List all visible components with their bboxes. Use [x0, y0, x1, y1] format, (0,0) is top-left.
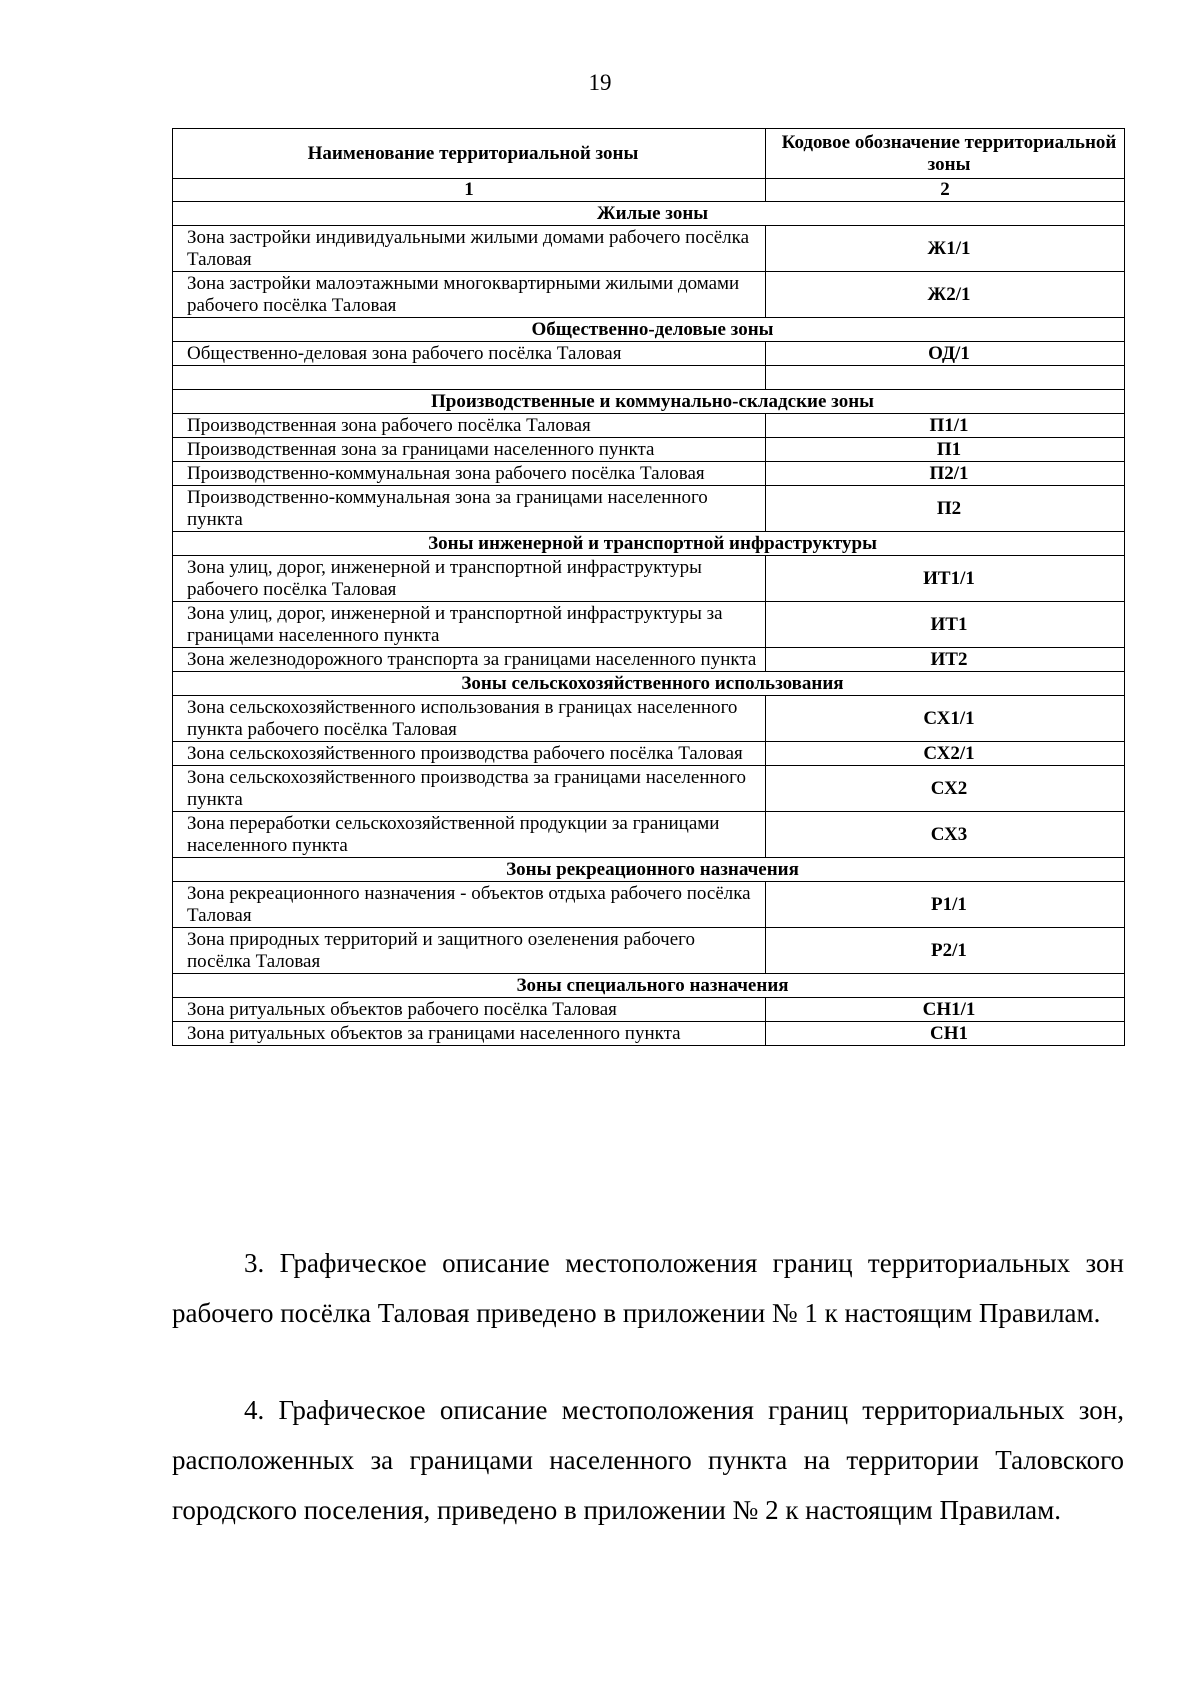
- zone-code-cell: ИТ1: [766, 602, 1125, 648]
- section-row: [173, 202, 1125, 226]
- zone-code-cell: СН1/1: [766, 998, 1125, 1022]
- table-row: [173, 998, 1125, 1022]
- zone-name-cell: Производственная зона рабочего посёлка Таловая: [173, 414, 766, 438]
- section-row: [173, 390, 1125, 414]
- zone-code-cell: СХ2: [766, 766, 1125, 812]
- table-row: [173, 812, 1125, 858]
- table-header-row: [173, 129, 1125, 179]
- page-number: 19: [588, 70, 612, 95]
- zone-code-cell: СХ1/1: [766, 696, 1125, 742]
- zone-code-cell: ОД/1: [766, 342, 1125, 366]
- header-zone-code: Кодовое обозначение территориальной зоны: [766, 129, 1125, 179]
- zone-name-cell: Зона улиц, дорог, инженерной и транспортной инфраструктуры рабочего посёлка Таловая: [173, 556, 766, 602]
- zone-code-cell: Р1/1: [766, 882, 1125, 928]
- zone-name-cell: Общественно-деловая зона рабочего посёлка Таловая: [173, 342, 766, 366]
- zone-name-cell: Зона рекреационного назначения - объектов отдыха рабочего посёлка Таловая: [173, 882, 766, 928]
- table-row: [173, 1022, 1125, 1046]
- section-title: Зоны специального назначения: [173, 974, 1125, 998]
- zone-code-cell: ИТ1/1: [766, 556, 1125, 602]
- header-zone-name: Наименование территориальной зоны: [173, 129, 766, 179]
- table-row: [173, 928, 1125, 974]
- zone-code-cell: Р2/1: [766, 928, 1125, 974]
- section-row: [173, 532, 1125, 556]
- zone-name-cell: Производственно-коммунальная зона за границами населенного пункта: [173, 486, 766, 532]
- zone-name-cell: Зона ритуальных объектов рабочего посёлка Таловая: [173, 998, 766, 1022]
- zone-name-cell: Зона улиц, дорог, инженерной и транспортной инфраструктуры за границами населенного пункта: [173, 602, 766, 648]
- paragraph-3: 3. Графическое описание местоположения границ территориальных зон рабочего посёлка Таловая приведено в приложении № 1 к настоящим Правилам.: [172, 1248, 1124, 1328]
- zone-code-cell: СХ3: [766, 812, 1125, 858]
- zone-code-cell: [766, 366, 1125, 390]
- column-numbers-row: [173, 179, 1125, 202]
- zone-name-cell: Зона сельскохозяйственного использования в границах населенного пункта рабочего посёлка Таловая: [173, 696, 766, 742]
- section-title: Зоны рекреационного назначения: [173, 858, 1125, 882]
- territorial-zones-table: [172, 128, 1125, 1046]
- paragraph-4: 4. Графическое описание местоположения границ территориальных зон, расположенных за границами населенного пункта на территории Таловского городского поселения, приведено в приложении № 2 к настоящим Правилам.: [172, 1395, 1124, 1525]
- section-title: Общественно-деловые зоны: [173, 318, 1125, 342]
- zone-name-cell: Зона сельскохозяйственного производства рабочего посёлка Таловая: [173, 742, 766, 766]
- zone-code-cell: СХ2/1: [766, 742, 1125, 766]
- table-row: [173, 342, 1125, 366]
- table-row: [173, 882, 1125, 928]
- zone-name-cell: Зона застройки индивидуальными жилыми домами рабочего посёлка Таловая: [173, 226, 766, 272]
- zone-code-cell: СН1: [766, 1022, 1125, 1046]
- table-row: [173, 602, 1125, 648]
- zone-name-cell: Зона ритуальных объектов за границами населенного пункта: [173, 1022, 766, 1046]
- table-row: [173, 556, 1125, 602]
- zone-code-cell: Ж2/1: [766, 272, 1125, 318]
- zone-code-cell: П1: [766, 438, 1125, 462]
- table-row: [173, 438, 1125, 462]
- table-row: [173, 742, 1125, 766]
- section-title: Производственные и коммунально-складские зоны: [173, 390, 1125, 414]
- table-row: [173, 696, 1125, 742]
- zone-name-cell: Производственно-коммунальная зона рабочего посёлка Таловая: [173, 462, 766, 486]
- section-title: Зоны сельскохозяйственного использования: [173, 672, 1125, 696]
- table-row: [173, 226, 1125, 272]
- column-number-2: 2: [766, 179, 1125, 202]
- zone-code-cell: ИТ2: [766, 648, 1125, 672]
- zone-name-cell: Зона застройки малоэтажными многоквартирными жилыми домами рабочего посёлка Таловая: [173, 272, 766, 318]
- zone-name-cell: Зона природных территорий и защитного озеленения рабочего посёлка Таловая: [173, 928, 766, 974]
- table-row-empty: [173, 366, 1125, 390]
- section-row: [173, 672, 1125, 696]
- zone-name-cell: Зона переработки сельскохозяйственной продукции за границами населенного пункта: [173, 812, 766, 858]
- section-row: [173, 858, 1125, 882]
- zone-code-cell: Ж1/1: [766, 226, 1125, 272]
- zone-name-cell: Производственная зона за границами населенного пункта: [173, 438, 766, 462]
- section-row: [173, 318, 1125, 342]
- section-title: Жилые зоны: [173, 202, 1125, 226]
- column-number-1: 1: [173, 179, 766, 202]
- section-title: Зоны инженерной и транспортной инфраструктуры: [173, 532, 1125, 556]
- table-row: [173, 486, 1125, 532]
- table-row: [173, 414, 1125, 438]
- table-row: [173, 648, 1125, 672]
- section-row: [173, 974, 1125, 998]
- table-row: [173, 272, 1125, 318]
- zone-code-cell: П1/1: [766, 414, 1125, 438]
- zone-name-cell: [173, 366, 766, 390]
- table-row: [173, 462, 1125, 486]
- zone-name-cell: Зона железнодорожного транспорта за границами населенного пункта: [173, 648, 766, 672]
- zone-name-cell: Зона сельскохозяйственного производства за границами населенного пункта: [173, 766, 766, 812]
- zone-code-cell: П2/1: [766, 462, 1125, 486]
- table-row: [173, 766, 1125, 812]
- zone-code-cell: П2: [766, 486, 1125, 532]
